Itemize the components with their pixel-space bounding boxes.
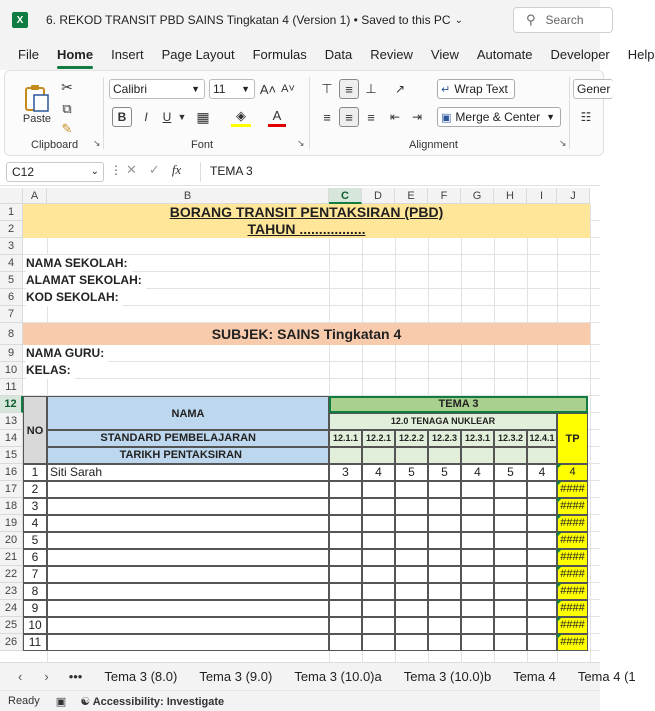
tab-developer[interactable]: Developer xyxy=(550,47,610,62)
score-cell[interactable] xyxy=(329,515,362,532)
header-standard[interactable]: STANDARD PEMBELAJARAN xyxy=(47,430,329,447)
date-cell[interactable] xyxy=(494,447,527,464)
row-header[interactable]: 21 xyxy=(0,549,23,566)
header-nama[interactable]: NAMA xyxy=(47,396,329,430)
score-cell[interactable] xyxy=(395,532,428,549)
score-cell[interactable] xyxy=(461,600,494,617)
standard-code[interactable]: 12.3.1 xyxy=(461,430,494,447)
error-indicator-icon xyxy=(557,464,562,469)
date-cell[interactable] xyxy=(428,447,461,464)
standard-code[interactable]: 12.2.2 xyxy=(395,430,428,447)
more-sheets-icon[interactable]: ••• xyxy=(68,669,83,684)
score-cell[interactable] xyxy=(428,600,461,617)
student-name[interactable]: Siti Sarah xyxy=(47,464,329,481)
divider xyxy=(103,77,104,149)
error-indicator-icon xyxy=(557,617,562,622)
score-cell[interactable] xyxy=(494,566,527,583)
accessibility-status[interactable] xyxy=(80,695,224,708)
header-no[interactable]: NO xyxy=(23,396,47,464)
name-box-value: C12 xyxy=(12,165,35,179)
score-cell[interactable] xyxy=(395,515,428,532)
format-painter-icon[interactable]: ✎ xyxy=(61,121,73,136)
score-cell[interactable] xyxy=(527,498,557,515)
status-bar xyxy=(0,690,600,711)
score-cell[interactable] xyxy=(395,566,428,583)
row-header[interactable]: 7 xyxy=(0,306,23,323)
tab-formulas[interactable]: Formulas xyxy=(252,47,307,62)
name-box[interactable] xyxy=(6,162,104,182)
score-cell[interactable] xyxy=(362,566,395,583)
score-cell[interactable]: 4 xyxy=(461,464,494,481)
dialog-launcher-icon[interactable]: ↘ xyxy=(93,138,101,148)
score-cell[interactable] xyxy=(329,634,362,651)
row-header[interactable]: 1 xyxy=(0,204,23,221)
standard-code[interactable]: 12.2.3 xyxy=(428,430,461,447)
enter-icon[interactable]: ✓ xyxy=(148,162,160,177)
spreadsheet-grid[interactable] xyxy=(0,188,600,662)
ribbon-tabs xyxy=(0,40,655,70)
row-header[interactable]: 13 xyxy=(0,413,23,430)
score-cell[interactable] xyxy=(527,532,557,549)
header-subtema[interactable]: 12.0 TENAGA NUKLEAR xyxy=(329,413,557,430)
font-name-select[interactable] xyxy=(109,79,205,99)
score-cell[interactable]: 4 xyxy=(362,464,395,481)
error-indicator-icon xyxy=(557,600,562,605)
score-cell[interactable] xyxy=(527,566,557,583)
column-header[interactable]: F xyxy=(428,188,461,204)
tp-value[interactable]: #### xyxy=(557,498,588,515)
score-cell[interactable] xyxy=(461,549,494,566)
tab-file[interactable]: File xyxy=(18,47,39,62)
sheet-tab[interactable]: Tema 3 (10.0)b xyxy=(403,669,492,684)
row-header[interactable]: 17 xyxy=(0,481,23,498)
score-cell[interactable] xyxy=(461,566,494,583)
error-indicator-icon xyxy=(557,634,562,639)
score-cell[interactable]: 5 xyxy=(395,464,428,481)
date-cell[interactable] xyxy=(329,447,362,464)
score-cell[interactable] xyxy=(428,515,461,532)
dialog-launcher-icon[interactable]: ↘ xyxy=(297,138,305,148)
borders-icon[interactable]: ▦ xyxy=(196,108,210,125)
student-name[interactable] xyxy=(47,498,329,515)
score-cell[interactable] xyxy=(527,617,557,634)
score-cell[interactable] xyxy=(395,583,428,600)
wrap-text-button[interactable] xyxy=(437,79,515,99)
standard-code[interactable]: 12.2.1 xyxy=(362,430,395,447)
score-cell[interactable] xyxy=(461,515,494,532)
score-cell[interactable] xyxy=(395,498,428,515)
score-cell[interactable] xyxy=(461,481,494,498)
wrap-text-label: Wrap Text xyxy=(454,82,508,96)
score-cell[interactable] xyxy=(329,617,362,634)
score-cell[interactable] xyxy=(494,498,527,515)
date-cell[interactable] xyxy=(362,447,395,464)
decrease-indent-icon[interactable]: ⇤ xyxy=(389,110,401,124)
number-format-select[interactable] xyxy=(573,79,613,99)
tp-value[interactable]: #### xyxy=(557,583,588,600)
score-cell[interactable] xyxy=(494,634,527,651)
student-no[interactable]: 10 xyxy=(23,617,47,634)
row-header[interactable]: 12 xyxy=(0,396,23,413)
score-cell[interactable] xyxy=(461,498,494,515)
score-cell[interactable]: 3 xyxy=(329,464,362,481)
column-header[interactable]: C xyxy=(329,188,362,204)
tp-value[interactable]: #### xyxy=(557,481,588,498)
score-cell[interactable] xyxy=(395,617,428,634)
gridline xyxy=(23,378,600,379)
merge-icon: ▣ xyxy=(441,111,452,124)
row-header[interactable]: 3 xyxy=(0,238,23,255)
score-cell[interactable] xyxy=(428,566,461,583)
student-name[interactable] xyxy=(47,583,329,600)
student-name[interactable] xyxy=(47,634,329,651)
score-cell[interactable] xyxy=(329,566,362,583)
score-cell[interactable] xyxy=(428,583,461,600)
align-top-icon[interactable]: ⊤ xyxy=(321,81,333,96)
row-header[interactable]: 11 xyxy=(0,379,23,396)
document-title[interactable]: 6. REKOD TRANSIT PBD SAINS Tingkatan 4 (Version 1) • Saved to this PC xyxy=(46,13,451,27)
row-header[interactable]: 10 xyxy=(0,362,23,379)
score-cell[interactable] xyxy=(428,498,461,515)
score-cell[interactable] xyxy=(527,515,557,532)
row-header[interactable]: 23 xyxy=(0,583,23,600)
tab-help[interactable]: Help xyxy=(627,47,655,62)
ribbon xyxy=(4,70,611,156)
tp-value[interactable]: 4 xyxy=(557,464,588,481)
dialog-launcher-icon[interactable]: ↘ xyxy=(559,138,567,148)
row-header[interactable]: 5 xyxy=(0,272,23,289)
error-indicator-icon xyxy=(557,532,562,537)
score-cell[interactable] xyxy=(428,617,461,634)
cancel-icon[interactable]: ✕ xyxy=(126,162,137,177)
error-indicator-icon xyxy=(557,515,562,520)
font-size-value: 11 xyxy=(213,82,226,96)
row-header[interactable]: 4 xyxy=(0,255,23,272)
score-cell[interactable] xyxy=(527,481,557,498)
row-header[interactable]: 20 xyxy=(0,532,23,549)
align-right-icon[interactable]: ≡ xyxy=(367,109,375,125)
row-header[interactable]: 9 xyxy=(0,345,23,362)
title-bar xyxy=(0,0,600,40)
row-header[interactable]: 19 xyxy=(0,515,23,532)
column-header[interactable]: I xyxy=(527,188,557,204)
sheet-tab[interactable]: Tema 4 xyxy=(513,669,556,684)
divider xyxy=(200,162,201,182)
standard-code[interactable]: 12.1.1 xyxy=(329,430,362,447)
formula-bar-buttons xyxy=(126,162,181,178)
chevron-down-icon: ▼ xyxy=(241,84,250,94)
header-tp[interactable]: TP xyxy=(557,413,588,464)
tab-review[interactable]: Review xyxy=(370,47,413,62)
tab-automate[interactable]: Automate xyxy=(476,47,533,62)
tab-page-layout[interactable]: Page Layout xyxy=(161,47,235,62)
score-cell[interactable] xyxy=(395,600,428,617)
divider xyxy=(569,77,570,149)
label-nama-guru[interactable]: NAMA GURU: xyxy=(26,345,108,362)
score-cell[interactable] xyxy=(461,617,494,634)
error-indicator-icon xyxy=(557,498,562,503)
underline-button[interactable]: U xyxy=(162,110,172,124)
score-cell[interactable] xyxy=(362,583,395,600)
score-cell[interactable] xyxy=(329,600,362,617)
tp-value[interactable]: #### xyxy=(557,532,588,549)
row-header[interactable]: 8 xyxy=(0,323,23,345)
score-cell[interactable] xyxy=(362,634,395,651)
date-cell[interactable] xyxy=(527,447,557,464)
chevron-down-icon: ⌄ xyxy=(90,166,99,177)
student-name[interactable] xyxy=(47,566,329,583)
standard-code[interactable]: 12.3.2 xyxy=(494,430,527,447)
cut-icon[interactable]: ✂ xyxy=(61,78,73,95)
sheet-tab[interactable]: Tema 3 (8.0) xyxy=(104,669,178,684)
row-header[interactable]: 2 xyxy=(0,221,23,238)
student-name[interactable] xyxy=(47,515,329,532)
header-tema-selected[interactable]: TEMA 3 xyxy=(329,396,588,413)
score-cell[interactable] xyxy=(527,600,557,617)
paste-button[interactable] xyxy=(19,77,55,131)
score-cell[interactable] xyxy=(494,617,527,634)
accessibility-label: Accessibility: Investigate xyxy=(92,695,225,708)
alignment-group-label: Alignment xyxy=(409,139,458,151)
tab-view[interactable]: View xyxy=(430,47,459,62)
increase-indent-icon[interactable]: ⇥ xyxy=(411,110,423,124)
date-cell[interactable] xyxy=(461,447,494,464)
font-group-label: Font xyxy=(191,139,214,151)
align-middle-icon[interactable]: ≡ xyxy=(339,79,359,99)
align-bottom-icon[interactable]: ⊥ xyxy=(365,81,377,96)
italic-button[interactable]: I xyxy=(144,110,148,124)
score-cell[interactable] xyxy=(494,583,527,600)
row-header[interactable]: 16 xyxy=(0,464,23,481)
student-no[interactable]: 2 xyxy=(23,481,47,498)
wrap-text-icon: ↵ xyxy=(441,83,451,96)
copy-icon[interactable]: ⧉ xyxy=(62,101,72,116)
score-cell[interactable] xyxy=(395,634,428,651)
score-cell[interactable] xyxy=(494,549,527,566)
score-cell[interactable]: 5 xyxy=(428,464,461,481)
tab-data[interactable]: Data xyxy=(324,47,353,62)
student-no[interactable]: 6 xyxy=(23,549,47,566)
column-header[interactable]: A xyxy=(23,188,47,204)
score-cell[interactable] xyxy=(329,583,362,600)
sheet-tab[interactable]: Tema 3 (10.0)a xyxy=(294,669,382,684)
column-header[interactable]: J xyxy=(557,188,590,204)
tp-value[interactable]: #### xyxy=(557,515,588,532)
score-cell[interactable] xyxy=(461,634,494,651)
form-year[interactable]: TAHUN ................. xyxy=(247,221,366,237)
formula-input[interactable]: TEMA 3 xyxy=(210,164,253,178)
tp-value[interactable]: #### xyxy=(557,634,588,651)
error-indicator-icon xyxy=(557,481,562,486)
row-header[interactable]: 22 xyxy=(0,566,23,583)
row-header[interactable]: 14 xyxy=(0,430,23,447)
font-name-value: Calibri xyxy=(113,82,148,96)
paste-icon xyxy=(23,83,51,113)
column-header[interactable]: H xyxy=(494,188,527,204)
align-center-icon[interactable]: ≡ xyxy=(339,107,359,127)
chevron-down-icon[interactable]: ⌄ xyxy=(454,14,463,26)
merge-center-button[interactable] xyxy=(437,107,561,127)
orientation-icon[interactable]: ↗ xyxy=(394,82,406,96)
score-cell[interactable] xyxy=(362,498,395,515)
score-cell[interactable] xyxy=(428,634,461,651)
prev-sheet-icon[interactable]: ‹ xyxy=(18,669,23,684)
student-name[interactable] xyxy=(47,481,329,498)
score-cell[interactable] xyxy=(362,515,395,532)
column-header[interactable]: G xyxy=(461,188,494,204)
bold-button[interactable]: B xyxy=(112,107,132,127)
tab-insert[interactable]: Insert xyxy=(111,47,144,62)
error-indicator-icon xyxy=(557,566,562,571)
score-cell[interactable] xyxy=(329,498,362,515)
score-cell[interactable] xyxy=(329,532,362,549)
score-cell[interactable] xyxy=(329,481,362,498)
divider xyxy=(309,77,310,149)
score-cell[interactable] xyxy=(428,549,461,566)
student-no[interactable]: 11 xyxy=(23,634,47,651)
tp-value[interactable]: #### xyxy=(557,549,588,566)
clipboard-group-label: Clipboard xyxy=(31,139,79,151)
merge-center-label: Merge & Center xyxy=(455,110,541,124)
row-header[interactable]: 6 xyxy=(0,289,23,306)
student-no[interactable]: 3 xyxy=(23,498,47,515)
font-color-button[interactable]: A xyxy=(268,107,286,127)
tp-value[interactable]: #### xyxy=(557,566,588,583)
grow-font-button[interactable]: A˄ xyxy=(259,81,277,97)
row-header[interactable]: 25 xyxy=(0,617,23,634)
student-no[interactable]: 5 xyxy=(23,532,47,549)
label-kelas[interactable]: KELAS: xyxy=(26,362,75,379)
sheet-tab[interactable]: Tema 4 (1 xyxy=(577,669,636,684)
search-placeholder: Search xyxy=(545,13,584,27)
score-cell[interactable] xyxy=(527,549,557,566)
score-cell[interactable] xyxy=(527,583,557,600)
score-cell[interactable] xyxy=(428,481,461,498)
score-cell[interactable] xyxy=(461,532,494,549)
label-nama-sekolah[interactable]: NAMA SEKOLAH: xyxy=(26,255,132,272)
score-cell[interactable] xyxy=(395,481,428,498)
student-no[interactable]: 8 xyxy=(23,583,47,600)
gridline xyxy=(590,204,591,664)
row-header[interactable]: 26 xyxy=(0,634,23,651)
error-indicator-icon xyxy=(557,583,562,588)
select-all-corner[interactable] xyxy=(0,188,23,204)
score-cell[interactable] xyxy=(527,634,557,651)
row-header[interactable]: 15 xyxy=(0,447,23,464)
score-cell[interactable] xyxy=(494,532,527,549)
status-ready: Ready xyxy=(8,695,40,707)
score-cell[interactable] xyxy=(428,532,461,549)
score-cell[interactable] xyxy=(494,600,527,617)
score-cell[interactable]: 4 xyxy=(527,464,557,481)
more-options-icon[interactable]: ⋮ xyxy=(110,163,122,177)
score-cell[interactable] xyxy=(362,600,395,617)
column-header[interactable]: D xyxy=(362,188,395,204)
accessibility-icon: ☯ xyxy=(80,695,91,708)
tab-home[interactable]: Home xyxy=(57,40,93,70)
number-format-value: Gener xyxy=(577,82,611,96)
paste-label: Paste xyxy=(22,113,52,125)
score-cell[interactable] xyxy=(362,617,395,634)
insert-function-button[interactable]: fx xyxy=(171,162,182,177)
student-name[interactable] xyxy=(47,532,329,549)
standard-code[interactable]: 12.4.1 xyxy=(527,430,557,447)
row-header[interactable]: 18 xyxy=(0,498,23,515)
score-cell[interactable] xyxy=(494,515,527,532)
row-header[interactable]: 24 xyxy=(0,600,23,617)
error-indicator-icon xyxy=(557,549,562,554)
sheet-tabs-bar xyxy=(0,662,636,690)
chevron-down-icon: ▼ xyxy=(191,84,200,94)
gridline xyxy=(23,361,600,362)
student-name[interactable] xyxy=(47,600,329,617)
shrink-font-button[interactable]: A˅ xyxy=(281,83,295,95)
score-cell[interactable] xyxy=(329,549,362,566)
tp-value[interactable]: #### xyxy=(557,600,588,617)
student-no[interactable]: 9 xyxy=(23,600,47,617)
accounting-format-icon[interactable]: ☷ xyxy=(580,110,592,124)
header-tarikh[interactable]: TARIKH PENTAKSIRAN xyxy=(47,447,329,464)
student-no[interactable]: 1 xyxy=(23,464,47,481)
student-no[interactable]: 7 xyxy=(23,566,47,583)
next-sheet-icon[interactable]: › xyxy=(44,669,49,684)
column-header[interactable]: E xyxy=(395,188,428,204)
score-cell[interactable] xyxy=(362,481,395,498)
score-cell[interactable] xyxy=(494,481,527,498)
score-cell[interactable] xyxy=(395,549,428,566)
chevron-down-icon[interactable]: ▼ xyxy=(177,112,187,122)
macro-recording-icon[interactable]: ▣ xyxy=(55,695,67,708)
chevron-down-icon: ▼ xyxy=(546,112,555,122)
score-cell[interactable] xyxy=(362,549,395,566)
score-cell[interactable]: 5 xyxy=(494,464,527,481)
form-title[interactable]: BORANG TRANSIT PENTAKSIRAN (PBD) xyxy=(169,204,444,220)
excel-app-icon: X xyxy=(12,12,28,28)
score-cell[interactable] xyxy=(362,532,395,549)
tp-value[interactable]: #### xyxy=(557,617,588,634)
column-header[interactable]: B xyxy=(47,188,329,204)
date-cell[interactable] xyxy=(395,447,428,464)
score-cell[interactable] xyxy=(461,583,494,600)
student-name[interactable] xyxy=(47,617,329,634)
search-box[interactable] xyxy=(513,7,613,33)
search-icon: ⚲ xyxy=(526,12,536,27)
align-left-icon[interactable]: ≡ xyxy=(323,109,331,125)
label-kod-sekolah[interactable]: KOD SEKOLAH: xyxy=(26,289,123,306)
subject-banner[interactable]: SUBJEK: SAINS Tingkatan 4 xyxy=(23,323,590,345)
sheet-tab[interactable]: Tema 3 (9.0) xyxy=(199,669,273,684)
formula-bar xyxy=(0,158,600,186)
student-no[interactable]: 4 xyxy=(23,515,47,532)
label-alamat-sekolah[interactable]: ALAMAT SEKOLAH: xyxy=(26,272,146,289)
student-name[interactable] xyxy=(47,549,329,566)
font-size-select[interactable] xyxy=(209,79,255,99)
fill-color-icon[interactable]: ◈ xyxy=(231,107,251,127)
